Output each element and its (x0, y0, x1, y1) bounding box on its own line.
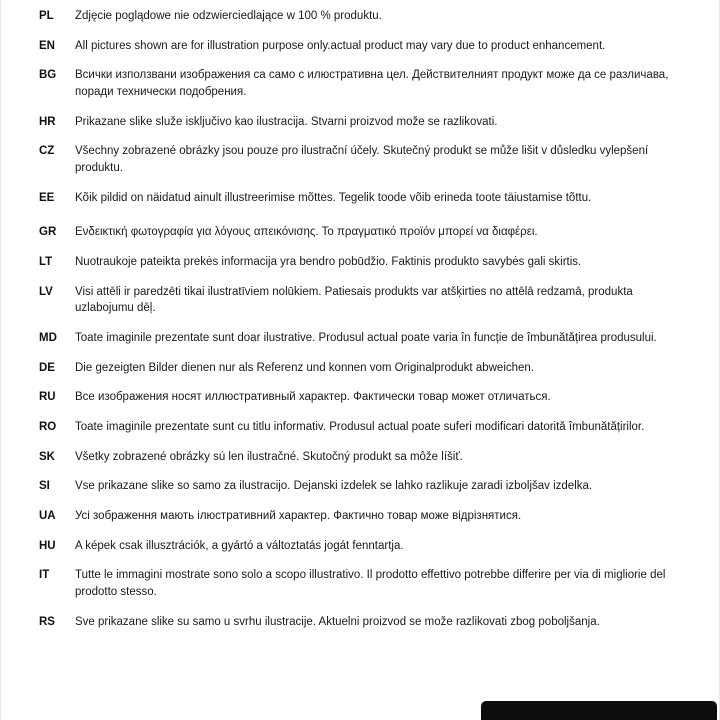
disclaimer-row-pl (39, 8, 689, 25)
disclaimer-text: A képek csak illusztrációk, a gyártó a változtatás jogát fenntartja. (75, 539, 404, 552)
disclaimer-text: Всички използвани изображения са само с илюстративна цел. Действителният продукт може да се различава, поради технически подобрения. (75, 69, 669, 99)
language-code: EE (39, 191, 55, 204)
disclaimer-text: All pictures shown are for illustration purpose only.actual product may vary due to product enhancement. (75, 39, 606, 52)
language-code: HU (39, 539, 56, 552)
language-code: LV (39, 285, 53, 298)
language-code: RS (39, 615, 55, 628)
language-code: UA (39, 510, 56, 523)
disclaimer-row-ru (39, 389, 689, 406)
disclaimer-text: Toate imaginile prezentate sunt doar ilustrative. Produsul actual poate varia în funcție de îmbunătățirea produsului. (75, 332, 657, 345)
disclaimer-text: Visi attēli ir paredzēti tikai ilustratīviem nolūkiem. Patiesais produkts var atšķirties no attēlā redzamā, produkta uzlabojumu dēļ. (75, 285, 633, 315)
disclaimer-text: Die gezeigten Bilder dienen nur als Referenz und konnen vom Originalprodukt abweichen. (75, 361, 535, 374)
language-code: LT (39, 256, 53, 269)
language-code: EN (39, 39, 55, 52)
disclaimer-text: Все изображения носят иллюстративный характер. Фактически товар может отличаться. (75, 391, 551, 404)
disclaimer-row-it (39, 567, 689, 600)
disclaimer-row-cz (39, 143, 689, 176)
disclaimer-row-md (39, 330, 689, 347)
disclaimer-row-de (39, 360, 689, 377)
disclaimer-row-en (39, 38, 689, 55)
disclaimer-text: Prikazane slike služe isključivo kao ilustracija. Stvarni proizvod može se razlikovati. (75, 115, 498, 128)
language-code: HR (39, 115, 56, 128)
disclaimer-text: Zdjęcie poglądowe nie odzwierciedlające w 100 % produktu. (75, 10, 382, 22)
disclaimer-text: Sve prikazane slike su samo u svrhu ilustracije. Aktuelni proizvod se može razlikovati zbog poboljšanja. (75, 615, 600, 628)
language-code: PL (39, 10, 54, 22)
language-code: SK (39, 450, 55, 463)
disclaimer-text: Všetky zobrazené obrázky sú len ilustračné. Skutočný produkt sa môže líšiť. (75, 450, 463, 463)
language-code: DE (39, 361, 55, 374)
disclaimer-row-lt (39, 254, 689, 271)
language-code: CZ (39, 145, 55, 158)
language-code: RO (39, 421, 57, 434)
language-code: IT (39, 569, 50, 582)
language-code: MD (39, 332, 57, 345)
disclaimer-row-ee (39, 190, 689, 207)
disclaimer-row-sk (39, 449, 689, 466)
language-code: RU (39, 391, 56, 404)
disclaimer-text: Ενδεικτική φωτογραφία για λόγους απεικόνισης. Το πραγματικό προϊόν μπορεί να διαφέρει. (75, 226, 538, 239)
disclaimer-row-lv (39, 284, 689, 317)
language-code: SI (39, 480, 50, 493)
disclaimer-text: Všechny zobrazené obrázky jsou pouze pro ilustrační účely. Skutečný produkt se může lišit v důsledku vylepšení produktu. (75, 145, 649, 175)
disclaimer-row-bg (39, 67, 689, 100)
disclaimer-row-rs (39, 614, 689, 631)
disclaimer-row-ua (39, 508, 689, 525)
disclaimer-text: Toate imaginile prezentate sunt cu titlu informativ. Produsul actual poate suferi modificari datorită îmbunătățirilor. (75, 421, 645, 434)
disclaimer-text: Nuotraukoje pateikta prekės informacija yra bendro pobūdžio. Faktinis produkto savybės gali skirtis. (75, 256, 582, 269)
disclaimer-row-hr (39, 114, 689, 131)
disclaimer-text: Tutte le immagini mostrate sono solo a scopo illustrativo. Il prodotto effettivo potrebbe differire per via di migliorie del prodotto stesso. (75, 569, 666, 599)
disclaimer-row-gr (39, 224, 689, 241)
disclaimer-row-hu (39, 538, 689, 555)
disclaimer-text: Kõik pildid on näidatud ainult illustreerimise mõttes. Tegelik toode võib erineda toote täiustamise tõttu. (75, 191, 592, 204)
footer-badge (481, 701, 717, 720)
disclaimer-text: Vse prikazane slike so samo za ilustracijo. Dejanski izdelek se lahko razlikuje zaradi izboljšav izdelka. (75, 480, 593, 493)
language-code: BG (39, 69, 57, 82)
disclaimer-row-si (39, 478, 689, 495)
language-code: GR (39, 226, 57, 239)
disclaimer-row-ro (39, 419, 689, 436)
disclaimer-text: Усі зображення мають ілюстративний характер. Фактично товар може відрізнятися. (75, 510, 522, 523)
